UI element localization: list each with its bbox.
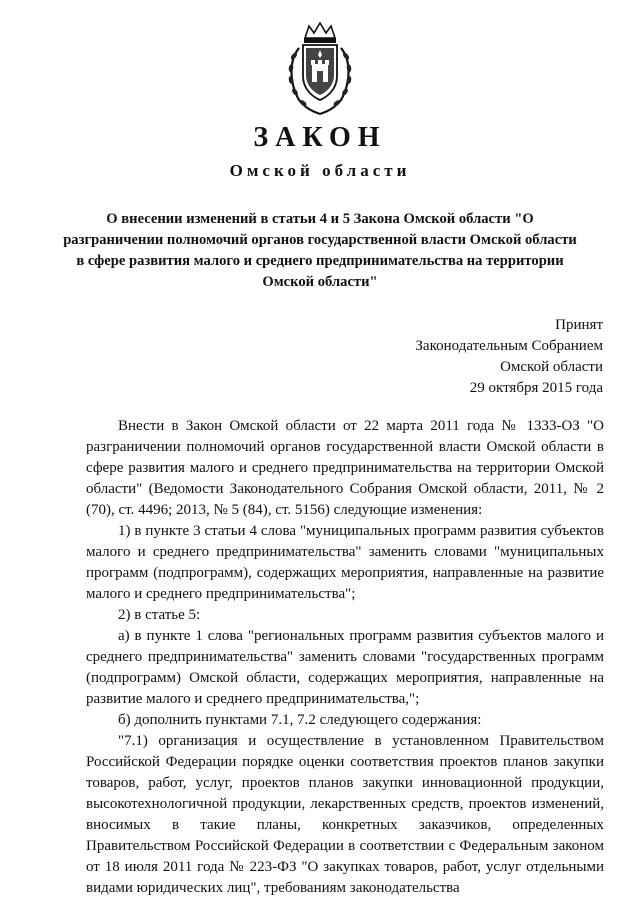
body-paragraph: 2) в статье 5: [118,607,201,623]
body-paragraph: б) дополнить пунктами 7.1, 7.2 следующего содержания: [118,712,482,728]
body-paragraph: Внести в Закон Омской области от 22 марта 2011 года № 1333-ОЗ "О разграничении полномочий органов государственной власти Омской области в сфере развития малого и среднего предпринимательства на территории Омской области" (Ведомости Законодательного Собрания Омской области, 2011, № 2 (70), ст. 4496; 2013, № 5 (84), ст. 5156) следующие изменения: [86,418,604,518]
body-paragraph: 1) в пункте 3 статьи 4 слова "муниципальных программ развития субъектов малого и среднего предпринимательства" заменить словами "муниципальных программ (подпрограмм), содержащих мероприятия, направленные на развитие малого и среднего предпринимательства"; [86,523,604,602]
adoption-line: Законодательным Собранием [415,338,603,354]
adoption-block [415,315,603,399]
adoption-date: 29 октября 2015 года [469,380,603,396]
body-paragraph: "7.1) организация и осуществление в установленном Правительством Российской Федерации порядке оценки соответствия проектов планов закупки товаров, работ, услуг, проектов планов закупки инновационной продукции, высокотехнологичной продукции, лекарственных средств, проектов изменений, вносимых в такие планы, конкретных заказчиков, определенных Правительством Российской Федерации в соответствии с Федеральным законом от 18 июля 2011 года № 223-ФЗ "О закупках товаров, работ, услуг отдельными видами юридических лиц", требованиям законодательства [86,733,604,896]
body-paragraph: а) в пункте 1 слова "региональных программ развития субъектов малого и среднего предпринимательства" заменить словами "государственных программ (подпрограмм) Омской области, содержащих мероприятия, направленные на развитие малого и среднего предпринимательства,"; [86,628,604,707]
omsk-coat-of-arms-icon [283,20,357,116]
law-subject-heading: О внесении изменений в статьи 4 и 5 Закона Омской области "О разграничении полномочий органов государственной власти Омской области в сфере развития малого и среднего предпринимательства на территории Омской области" [63,211,577,290]
document-subtitle: Омской области [229,161,411,180]
law-body [86,416,604,899]
document-title: ЗАКОН [253,122,387,153]
adoption-line: Омской области [500,359,603,375]
adoption-line: Принят [555,317,603,333]
